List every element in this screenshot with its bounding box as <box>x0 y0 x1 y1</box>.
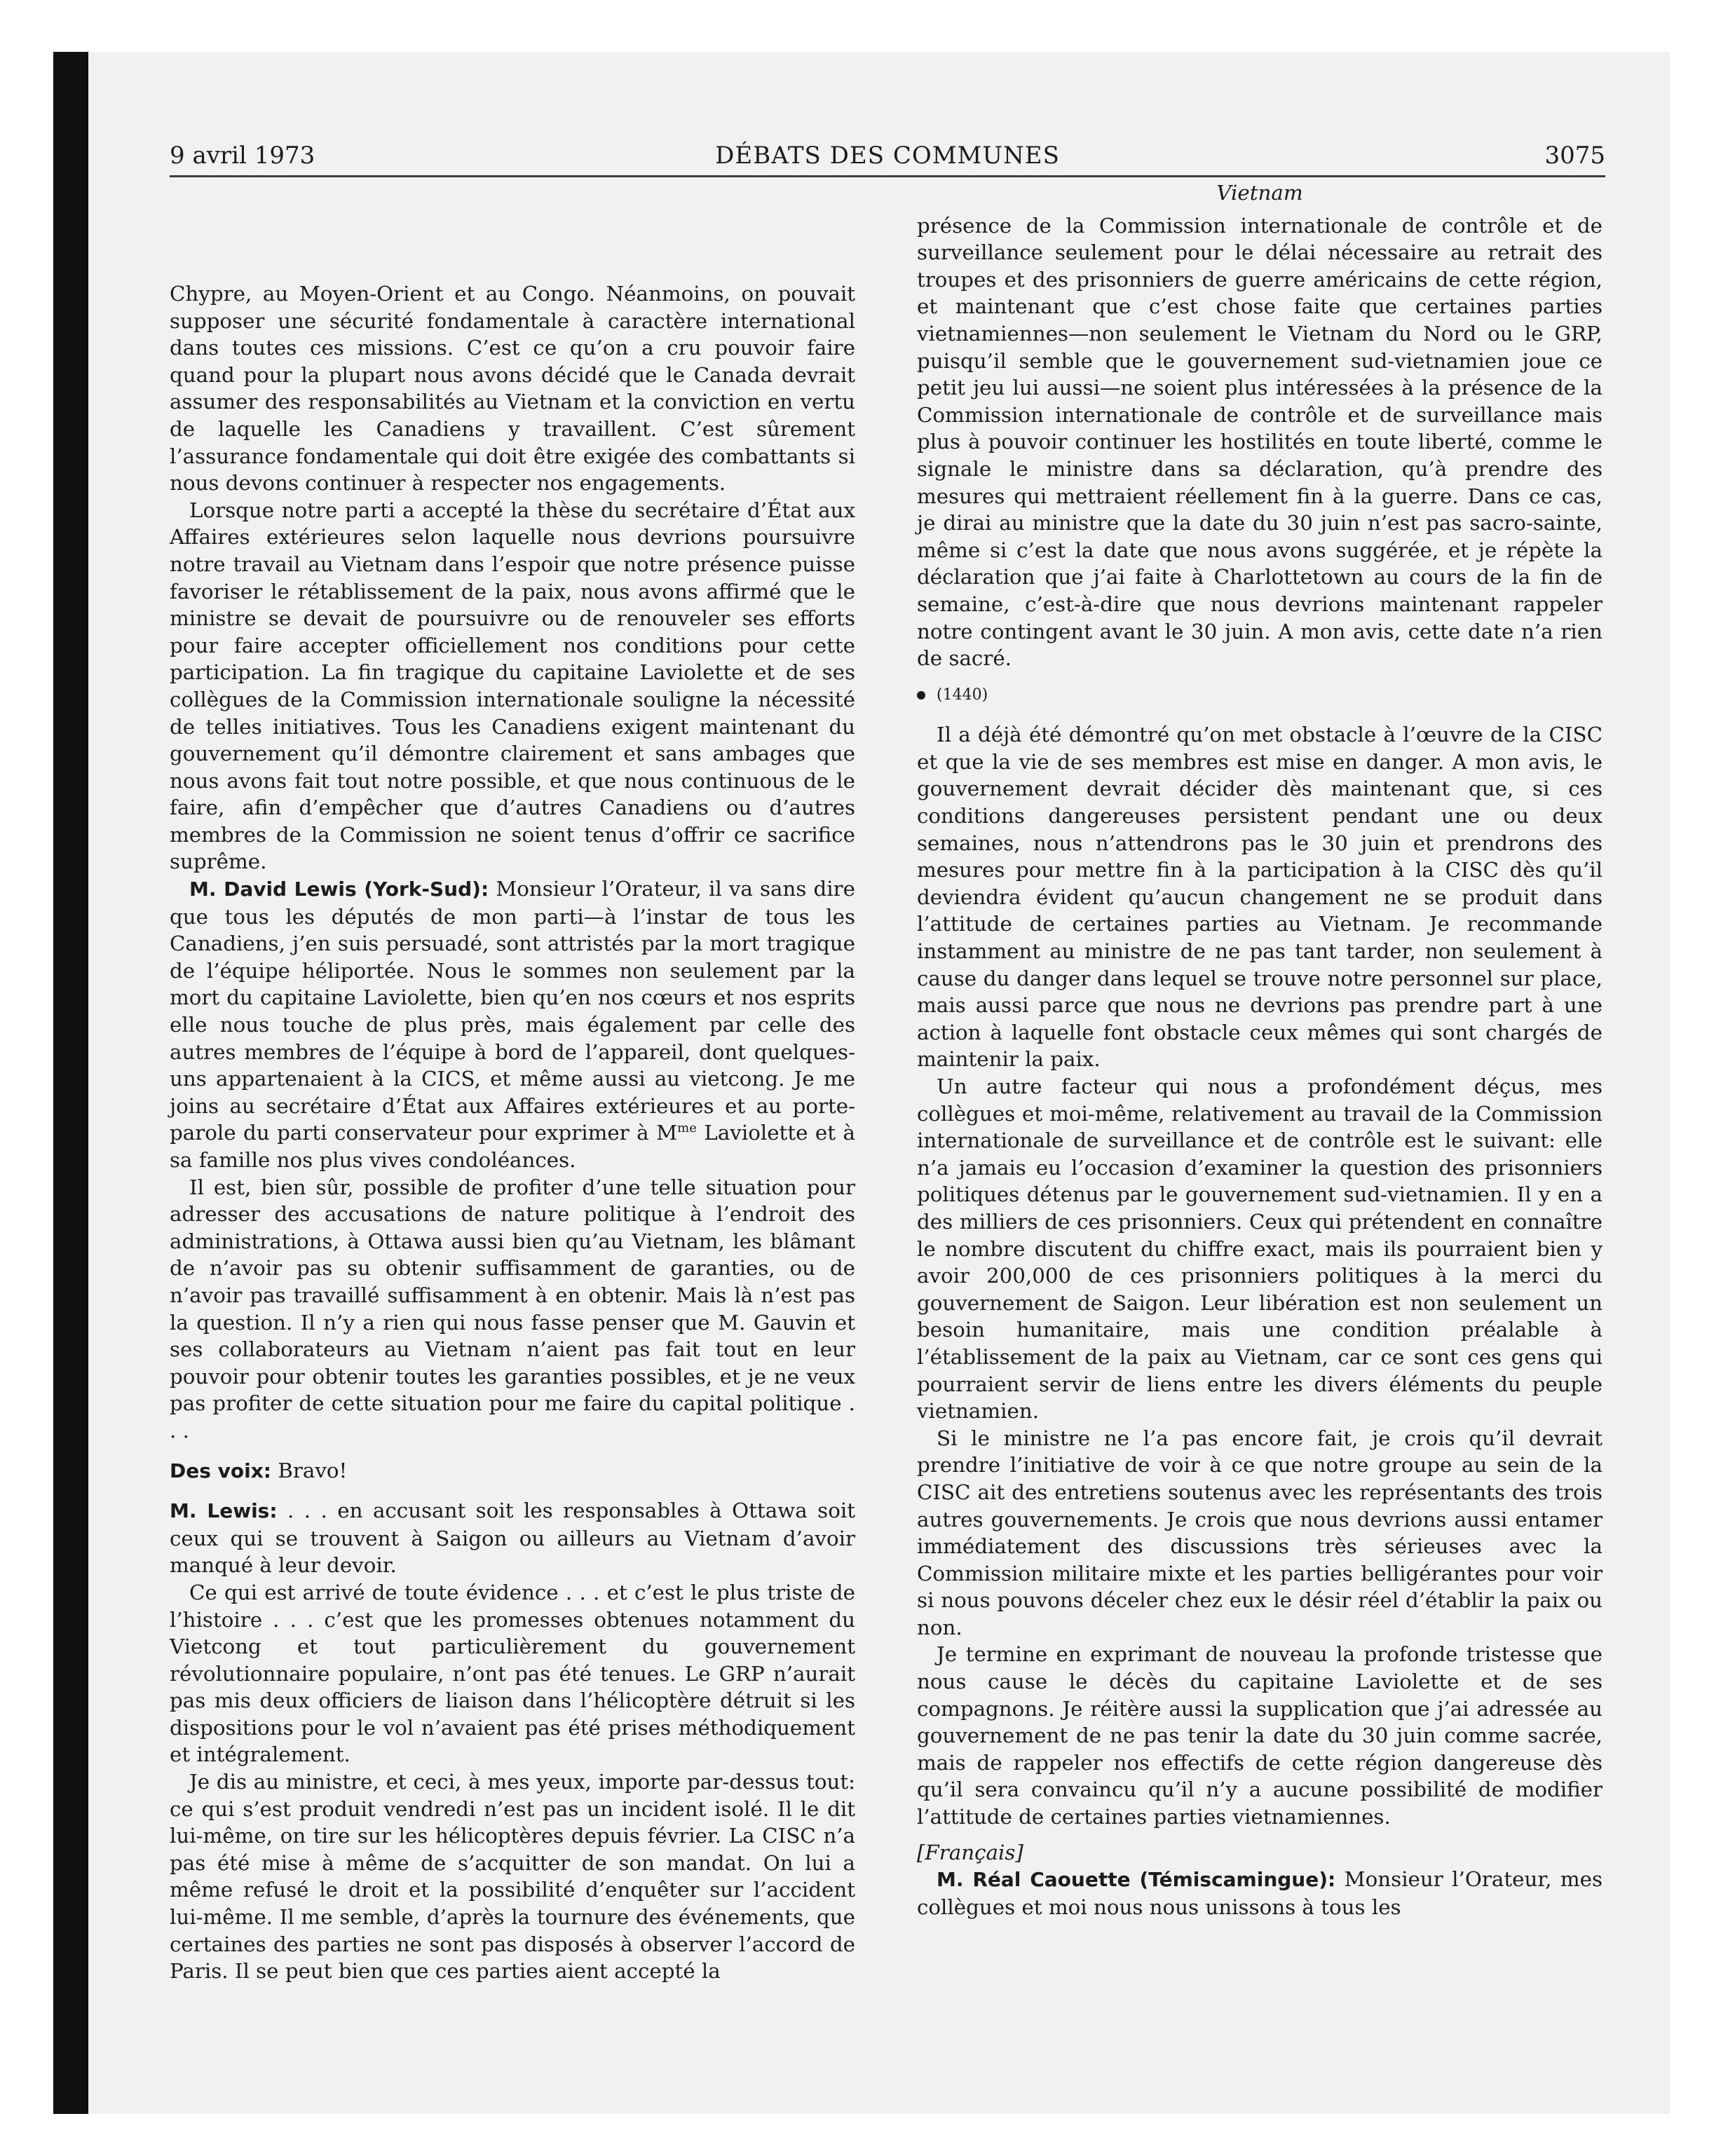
paragraph: Lorsque notre parti a accepté la thèse du secrétaire d’État aux Affaires extérieures selon laquelle nous devrions poursuivre notre travail au Vietnam dans l’espoir que notre présence puisse favoriser le rétablissement de la paix, nous avons affirmé que le ministre se devait de poursuivre ou de renouveler ses efforts pour faire accepter officiellement nos conditions pour cette participation. La fin tragique du capitaine Laviolette et de ses collègues de la Commission internationale souligne la nécessité de telles initiatives. Tous les Canadiens exigent maintenant du gouvernement qu’il démontre clairement et sans ambages que nous avons fait tout notre possible, et que nous continuous de le faire, afin d’empêcher que d’autres Canadiens ou d’autres membres de la Commission ne soient tenus d’offrir ce sacrifice suprême. <box>170 498 855 874</box>
bullet-icon <box>917 691 925 700</box>
binding-edge <box>53 52 88 2114</box>
page-content <box>170 140 1605 2075</box>
speech-lewis-continued <box>170 1497 855 1579</box>
paragraph: Ce qui est arrivé de toute évidence . . . et c’est le plus triste de l’histoire . . . c’est que les promesses obtenues notamment du Vietcong et tout particulièrement du gouvernement révolutionnaire populaire, n’ont pas été tenues. Le GRP n’aurait pas mis deux officiers de liaison dans l’hélicoptère détruit si les dispositions pour le vol n’avaient pas été prises méthodiquement et intégralement. <box>170 1580 855 1767</box>
speaker-name: M. David Lewis (York-Sud): <box>189 878 489 901</box>
interjection <box>170 1457 855 1485</box>
speech-text: Monsieur l’Orateur, il va sans dire que tous les députés de mon parti—à l’instar de tous les Canadiens, j’en suis persuadé, sont attristés par la mort tragique de l’équipe héliportée. Nous le sommes non seulement par la mort du capitaine Laviolette, bien qu’en nos cœurs et nos esprits elle nous touche de plus près, mais également par celle des autres membres de l’équipe à bord de l’appareil, dont quelques-uns appartenaient à la CICS, et même aussi au vietcong. Je me joins au secrétaire d’État aux Affaires extérieures et au porte-parole du parti conservateur pour exprimer à M <box>170 877 855 1145</box>
paragraph: présence de la Commission internationale de contrôle et de surveillance seulement pour le délai nécessaire au retrait des troupes et des prisonniers de guerre américains de cette région, et maintenant que c’est chose faite que certaines parties vietnamiennes—non seulement le Vietnam du Nord ou le GRP, puisqu’il semble que le gouvernement sud-vietnamien joue ce petit jeu lui aussi—ne soient plus intéressées à la présence de la Commission internationale de contrôle et de surveillance mais plus à pouvoir continuer les hostilités en toute liberté, comme le signale le ministre dans sa déclaration, qu’à prendre des mesures qui mettraient réellement fin à la guerre. Dans ce cas, je dirai au ministre que la date du 30 juin n’est pas sacro-sainte, même si c’est la date que nous avons suggérée, et je répète la déclaration que j’ai faite à Charlottetown au cours de la fin de semaine, c’est-à-dire que nous devrions maintenant rappeler notre contingent avant le 30 juin. A mon avis, cette date n’a rien de sacré. <box>917 213 1603 671</box>
speech-lewis <box>170 875 855 1174</box>
speech-text: Bravo! <box>271 1458 348 1482</box>
paragraph: Il est, bien sûr, possible de profiter d’une telle situation pour adresser des accusations de nature politique à l’endroit des administrations, à Ottawa aussi bien qu’au Vietnam, les blâmant de n’avoir pas su obtenir suffisamment de garanties, ou de n’avoir pas travaillé suffisamment à en obtenir. Mais là n’est pas la question. Il n’y a rien qui nous fasse penser que M. Gauvin et ses collaborateurs au Vietnam n’aient pas fait tout en leur pouvoir pour obtenir toutes les garanties possibles, et je ne veux pas profiter de cette situation pour me faire du capital politique . . . <box>170 1175 855 1442</box>
column-header: Vietnam <box>1216 181 1303 205</box>
paragraph: Je dis au ministre, et ceci, à mes yeux, importe par-dessus tout: ce qui s’est produit vendredi n’est pas un incident isolé. Il le dit lui-même, on tire sur les hélicoptères depuis février. La CISC n’a pas été mise à même de s’acquitter de son mandat. On lui a même refusé le droit et la possibilité d’enquêter sur l’accident lui-même. Il me semble, d’après la tournure des événements, que certaines des parties ne sont pas disposés à observer l’accord de Paris. Il se peut bien que ces parties aient accepté la <box>170 1770 855 1984</box>
right-column <box>917 179 1603 1920</box>
left-column <box>170 280 855 1985</box>
paragraph: Je termine en exprimant de nouveau la profonde tristesse que nous cause le décès du capitaine Laviolette et de ses compagnons. Je réitère aussi la supplication que j’ai adressée au gouvernement de ne pas tenir la date du 30 juin comme sacrée, mais de rappeler nos effectifs de cette région dangereuse dès qu’il sera convaincu qu’il n’y a aucune possibilité de modifier l’attitude de certaines parties vietnamiennes. <box>917 1642 1603 1829</box>
speech-text: Monsieur l’Orateur, mes collègues et moi nous nous unissons à tous les <box>917 1867 1603 1919</box>
scanned-page <box>53 52 1670 2114</box>
speaker-name: M. Réal Caouette (Témiscamingue): <box>937 1868 1336 1892</box>
header-date: 9 avril 1973 <box>170 142 315 170</box>
timestamp-text: (1440) <box>937 685 988 704</box>
speaker-name: Des voix: <box>170 1459 271 1482</box>
language-tag: [Français] <box>917 1840 1023 1864</box>
page-number: 3075 <box>1544 142 1605 170</box>
header-title: DÉBATS DES COMMUNES <box>715 142 1060 170</box>
timestamp <box>917 682 1603 709</box>
paragraph: Si le ministre ne l’a pas encore fait, je crois qu’il devrait prendre l’initiative de voir à ce que notre groupe au sein de la CISC ait des entretiens soutenus avec les représentants des trois autres gouvernements. Je crois que nous devrions aussi entamer immédiatement des discussions très sérieuses avec la Commission militaire mixte et les parties belligérantes pour voir si nous pouvons déceler chez eux le désir réel d’établir la paix ou non. <box>917 1426 1603 1639</box>
speech-text: . . . en accusant soit les responsables à Ottawa soit ceux qui se trouvent à Saigon ou ailleurs au Vietnam d’avoir manqué à leur devoir. <box>170 1499 855 1578</box>
paragraph: Chypre, au Moyen-Orient et au Congo. Néanmoins, on pouvait supposer une sécurité fondamentale à caractère international dans toutes ces missions. C’est ce qu’on a cru pouvoir faire quand pour la plupart nous avons décidé que le Canada devrait assumer des responsabilités au Vietnam et la conviction en vertu de laquelle les Canadiens y travaillent. C’est sûrement l’assurance fondamentale qui doit être exigée des combattants si nous devons continuer à respecter nos engagements. <box>170 282 855 496</box>
superscript: me <box>677 1121 697 1136</box>
page-header <box>170 140 1605 177</box>
speech-caouette <box>917 1866 1603 1920</box>
paragraph: Un autre facteur qui nous a profondément déçus, mes collègues et moi-même, relativement au travail de la Commission internationale de surveillance et de contrôle est le suivant: elle n’a jamais eu l’occasion d’examiner la question des prisonniers politiques détenus par le gouvernement sud-vietnamien. Il y en a des milliers de ces prisonniers. Ceux qui prétendent en connaître le nombre discutent du chiffre exact, mais ils pourraient bien y avoir 200,000 de ces prisonniers politiques à la merci du gouvernement de Saigon. Leur libération est non seulement un besoin humanitaire, mais une condition préalable à l’établissement de la paix au Vietnam, car ce sont ces gens qui pourraient servir de liens entre les divers éléments du peuple vietnamien. <box>917 1074 1603 1424</box>
speech-text: Laviolette et à sa famille nos plus vives condoléances. <box>170 1121 855 1172</box>
paragraph: Il a déjà été démontré qu’on met obstacle à l’œuvre de la CISC et que la vie de ses membres est mise en danger. A mon avis, le gouvernement devrait décider dès maintenant que, si ces conditions dangereuses persistent pendant une ou deux semaines, nous n’attendrons pas le 30 juin et prendrons des mesures pour mettre fin à la participation à la CISC dès qu’il deviendra évident qu’aucun changement ne se produit dans l’attitude de certaines parties au Vietnam. Je recommande instamment au ministre de ne pas tant tarder, non seulement à cause du danger dans lequel se trouve notre personnel sur place, mais aussi parce que nous ne devrions pas prendre part à une action à laquelle font obstacle ceux mêmes qui sont chargés de maintenir la paix. <box>917 723 1603 1072</box>
speaker-name: M. Lewis: <box>170 1499 278 1523</box>
